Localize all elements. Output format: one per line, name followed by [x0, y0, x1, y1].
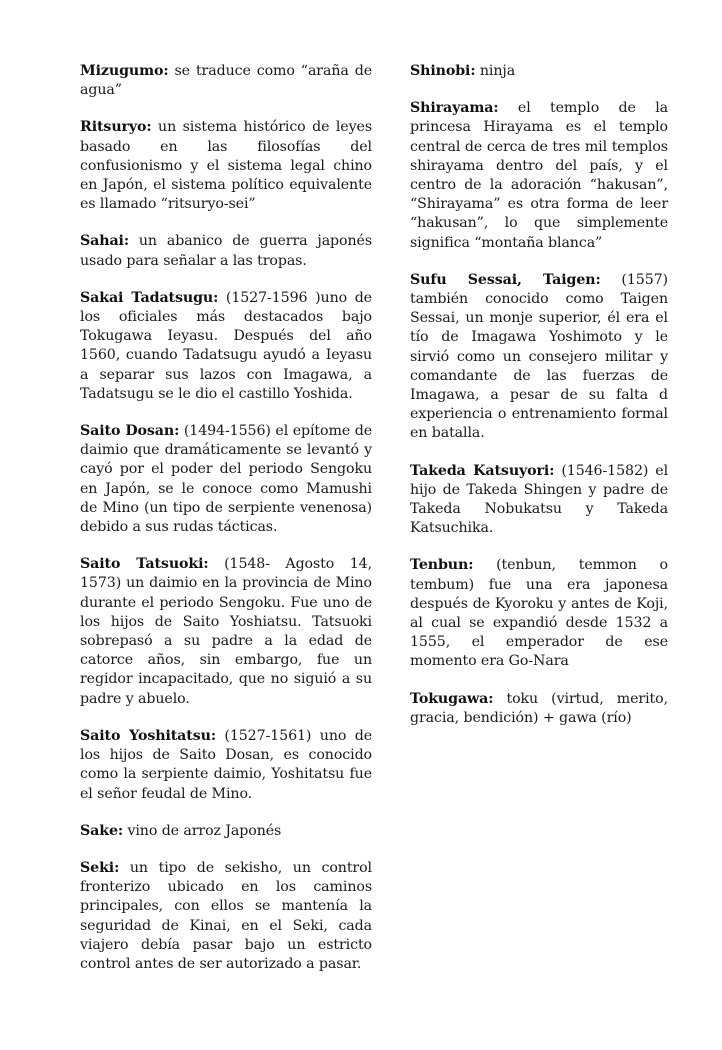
glossary-term: Tenbun: — [410, 557, 474, 574]
glossary-entry-seki — [80, 859, 372, 974]
glossary-term: Saito Yoshitatsu: — [80, 727, 216, 744]
glossary-term: Tokugawa: — [410, 690, 494, 707]
glossary-definition: vino de arroz Japonés — [123, 822, 282, 839]
glossary-term: Shirayama: — [410, 100, 499, 117]
glossary-definition: se traduce como “araña de agua” — [80, 63, 372, 99]
glossary-entry-shinobi — [410, 62, 668, 81]
glossary-term: Sake: — [80, 822, 124, 839]
glossary-term: Saito Tatsuoki: — [80, 556, 209, 573]
glossary-term: Takeda Katsuyori: — [410, 462, 555, 479]
glossary-entry-sahai — [80, 232, 372, 270]
glossary-entry-sufu-sessai-taigen — [410, 271, 668, 444]
glossary-entry-mizugumo — [80, 62, 372, 100]
glossary-definition: (1494-1556) el epítome de daimio que dramáticamente se levantó y cayó por el poder del periodo Sengoku en Japón, se le conoce como Mamushi de Mino (un tipo de serpiente venenosa) debido a sus rudas tácticas. — [80, 423, 372, 536]
glossary-entry-saito-dosan — [80, 422, 372, 537]
glossary-column-left — [80, 62, 372, 992]
glossary-term: Sahai: — [80, 233, 129, 250]
glossary-term: Sakai Tadatsugu: — [80, 289, 219, 306]
glossary-term: Seki: — [80, 859, 120, 876]
glossary-entry-tenbun — [410, 556, 668, 671]
glossary-definition: el templo de la princesa Hirayama es el templo central de cerca de tres mil templos shirayama dentro del país, y el centro de la adoración “hakusan”, “Shirayama” es otra forma de leer “hakusan”, lo que simplemente significa “montaña blanca” — [410, 100, 668, 251]
glossary-column-right — [410, 62, 668, 746]
glossary-term: Saito Dosan: — [80, 423, 180, 440]
glossary-definition: (1546-1582) el hijo de Takeda Shingen y padre de Takeda Nobukatsu y Takeda Katsuchika. — [410, 462, 669, 537]
glossary-definition: un tipo de sekisho, un control fronterizo ubicado en los caminos principales, con ellos se mantenía la seguridad de Kinai, en el Seki, cada viajero debía pasar bajo un estricto control antes de ser autorizado a pasar. — [80, 859, 372, 972]
glossary-entry-tokugawa — [410, 690, 668, 728]
glossary-definition: un sistema histórico de leyes basado en las filosofías del confusionismo y el sistema legal chino en Japón, el sistema político equivalente es llamado “ritsuryo-sei” — [80, 119, 372, 213]
glossary-term: Mizugumo: — [80, 63, 169, 79]
glossary-entry-sakai-tadatsugu — [80, 289, 372, 404]
glossary-entry-saito-yoshitatsu — [80, 727, 372, 804]
glossary-definition: (1527-1596 )uno de los oficiales más destacados bajo Tokugawa Ieyasu. Después del año 1560, cuando Tadatsugu ayudó a Ieyasu a separar sus lazos con Imagawa, a Tadatsugu se le dio el castillo Yoshida. — [80, 289, 372, 402]
glossary-entry-shirayama — [410, 99, 668, 253]
glossary-definition: (1557) también conocido como Taigen Sessai, un monje superior, él era el tío de Imagawa Yoshimoto y le sirvió como un consejero militar y comandante de las fuerzas de Imagawa, a pesar de su falta d experiencia o entrenamiento formal en batalla. — [410, 271, 668, 442]
glossary-definition: (1527-1561) uno de los hijos de Saito Dosan, es conocido como la serpiente daimio, Yoshitatsu fue el señor feudal de Mino. — [80, 727, 372, 802]
glossary-definition: un abanico de guerra japonés usado para señalar a las tropas. — [80, 233, 372, 269]
glossary-definition: toku (virtud, merito, gracia, bendición) + gawa (río) — [410, 690, 668, 726]
glossary-entry-ritsuryo — [80, 118, 372, 214]
glossary-term: Ritsuryo: — [80, 119, 152, 136]
glossary-definition: (1548- Agosto 14, 1573) un daimio en la provincia de Mino durante el periodo Sengoku. Fue uno de los hijos de Saito Yoshiatsu. Tatsuoki sobrepasó a su padre a la edad de catorce años, sin embargo, fue un regidor incapacitado, que no siguió a su padre y abuelo. — [80, 556, 372, 707]
glossary-definition: (tenbun, temmon o tembum) fue una era japonesa después de Kyoroku y antes de Koji, al cual se expandió desde 1532 a 1555, el emperador de ese momento era Go-Nara — [410, 557, 668, 670]
glossary-definition: ninja — [475, 63, 516, 79]
glossary-entry-saito-tatsuoki — [80, 555, 372, 709]
glossary-term: Sufu Sessai, Taigen: — [410, 271, 601, 288]
glossary-entry-takeda-katsuyori — [410, 462, 668, 539]
glossary-term: Shinobi: — [410, 63, 476, 79]
glossary-entry-sake — [80, 822, 372, 841]
